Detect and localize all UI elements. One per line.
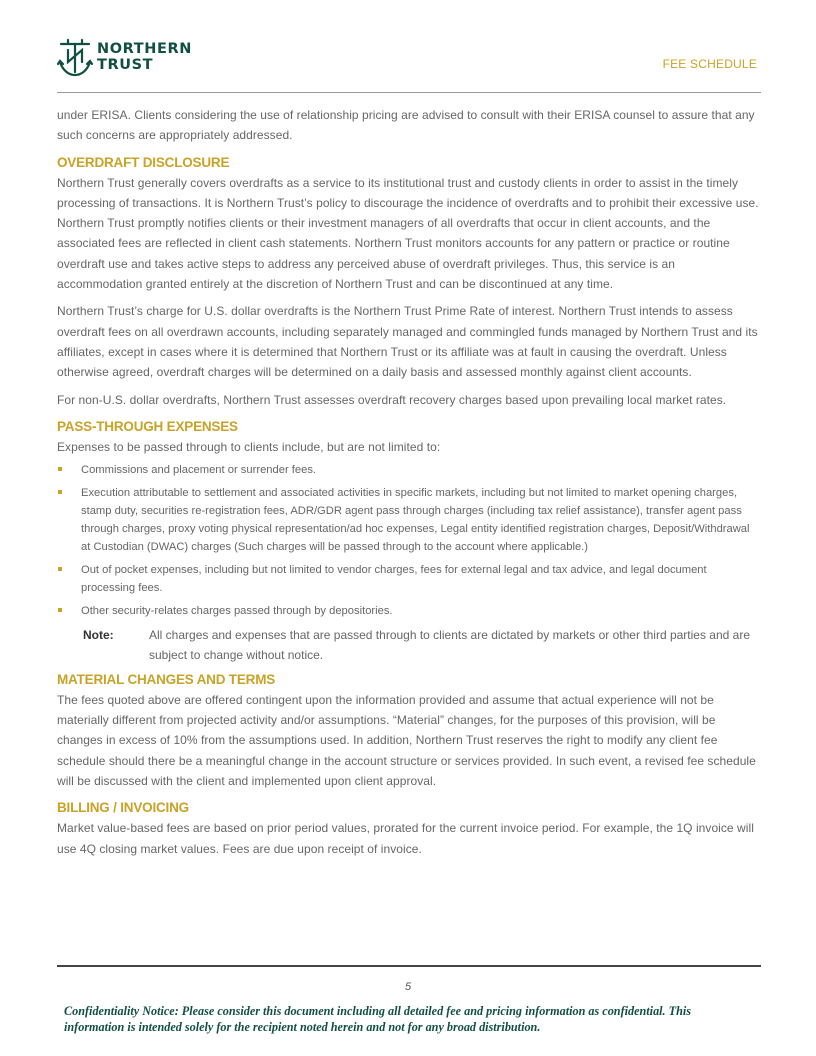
- bullet-icon: [58, 608, 62, 612]
- list-item-text: Commissions and placement or surrender fees.: [81, 464, 317, 477]
- billing-paragraph: Market value-based fees are based on prior period values, prorated for the current invoice period. For example, the 1Q invoice will use 4Q closing market values. Fees are due upon receipt of invoice.: [57, 821, 754, 856]
- page-number: 5: [404, 981, 412, 993]
- section-heading-billing: BILLING / INVOICING: [57, 800, 189, 816]
- list-item: [57, 461, 761, 479]
- pass-through-list: [57, 461, 761, 620]
- note-text: All charges and expenses that are passed through to clients are dictated by markets or other third parties and are subject to change without notice.: [149, 628, 751, 663]
- list-item: [57, 484, 761, 556]
- overdraft-paragraph: Northern Trust’s charge for U.S. dollar overdrafts is the Northern Trust Prime Rate of interest. Northern Trust intends to assess overdraft fees on all overdrawn accounts, including separately managed and commingled funds managed by Northern Trust and its affiliates, except in cases where it is determined that Northern Trust or its affiliate was at fault in causing the overdraft. Unless otherwise agreed, overdraft charges will be determined on a daily basis and assessed monthly against client accounts.: [57, 304, 758, 380]
- northern-trust-anchor-icon: [57, 36, 93, 78]
- list-item-text: Other security-relates charges passed through by depositories.: [81, 605, 393, 618]
- main-content: [57, 105, 761, 866]
- logo-wordmark: [97, 41, 192, 73]
- section-heading-overdraft: OVERDRAFT DISCLOSURE: [57, 154, 230, 170]
- material-changes-paragraph: The fees quoted above are offered contingent upon the information provided and assume that actual experience will not be materially different from projected activity and/or assumptions. “Material” changes, for the purposes of this provision, will be changes in excess of 10% from the assumptions used. In addition, Northern Trust reserves the right to modify any client fee schedule should there be a meaningful change in the account structure or services provided. In such event, a revised fee schedule will be discussed with the client and implemented upon client approval.: [57, 692, 756, 788]
- note-label: Note:: [83, 628, 114, 643]
- logo-line1: NORTHERN: [97, 41, 193, 57]
- pass-through-note: [83, 625, 761, 666]
- section-heading-material-changes: MATERIAL CHANGES AND TERMS: [57, 671, 276, 687]
- list-item: [57, 602, 761, 620]
- page-header: [57, 34, 761, 80]
- pass-through-intro: Expenses to be passed through to clients include, but are not limited to:: [57, 439, 441, 454]
- bullet-icon: [58, 567, 62, 571]
- list-item-text: Out of pocket expenses, including but not limited to vendor charges, fees for external legal and tax advice, and legal document processing fees.: [81, 564, 707, 595]
- footer-divider: [57, 965, 761, 967]
- document-label: FEE SCHEDULE: [662, 57, 757, 71]
- header-divider: [57, 92, 761, 93]
- confidentiality-notice: Confidentiality Notice: Please consider this document including all detailed fee and pricing information as confidential. This information is intended solely for the recipient noted herein and not for any broad distribution.: [64, 1004, 691, 1034]
- northern-trust-logo: [57, 34, 217, 78]
- logo-line2: TRUST: [97, 57, 154, 73]
- intro-paragraph: under ERISA. Clients considering the use of relationship pricing are advised to consult with their ERISA counsel to assure that any such concerns are appropriately addressed.: [57, 108, 755, 143]
- bullet-icon: [58, 490, 62, 494]
- overdraft-paragraph: Northern Trust generally covers overdrafts as a service to its institutional trust and custody clients in order to assist in the timely processing of transactions. It is Northern Trust’s policy to discourage the incidence of overdrafts and to prohibit their excessive use. Northern Trust promptly notifies clients or their investment managers of all overdrafts that occur in client accounts, and the associated fees are reflected in client cash statements. Northern Trust monitors accounts for any pattern or practice or routine overdraft use and takes active steps to address any perceived abuse of overdraft privileges. Thus, this service is an accommodation granted entirely at the discretion of Northern Trust and can be discontinued at any time.: [57, 175, 759, 292]
- list-item-text: Execution attributable to settlement and associated activities in specific markets, including but not limited to market opening charges, stamp duty, securities re-registration fees, ADR/GDR agent pass through charges (including tax relief assistance), transfer agent pass through charges, proxy voting physical representation/ad hoc expenses, Legal entity identified registration charges, Deposit/Withdrawal at Custodian (DWAC) charges (Such charges will be passed through to the account where applicable.): [81, 487, 750, 554]
- overdraft-paragraph: For non-U.S. dollar overdrafts, Northern Trust assesses overdraft recovery charges based upon prevailing local market rates.: [57, 392, 727, 407]
- list-item: [57, 561, 761, 597]
- section-heading-pass-through: PASS-THROUGH EXPENSES: [57, 418, 238, 434]
- bullet-icon: [58, 467, 62, 471]
